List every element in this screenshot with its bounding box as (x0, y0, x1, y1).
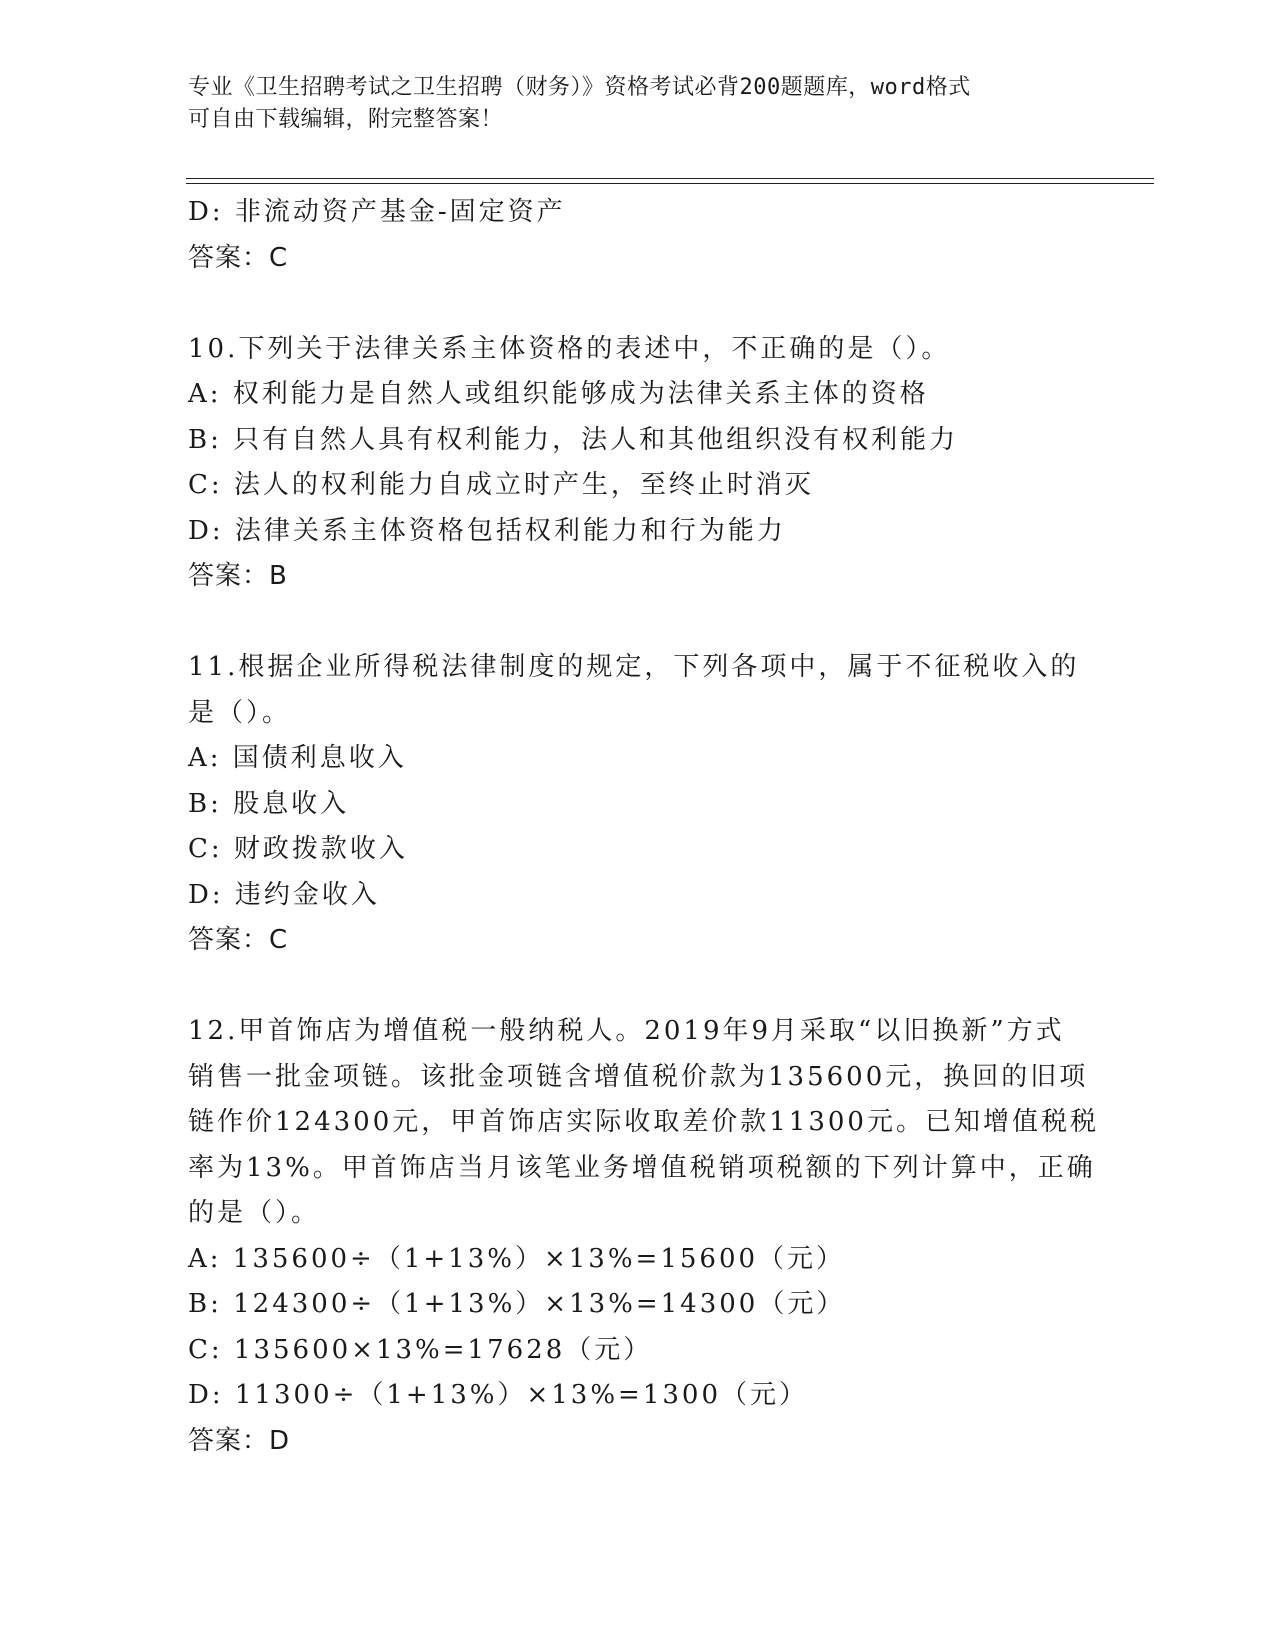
q10-option-b: B: 只有自然人具有权利能力，法人和其他组织没有权利能力 (188, 424, 959, 455)
question-10 (188, 327, 1088, 600)
q11-option-d: D: 违约金收入 (188, 879, 380, 910)
q9-option-d: D: 非流动资产基金-固定资产 (188, 197, 566, 227)
q12-answer: 答案：D (188, 1425, 291, 1456)
q12-option-d: D: 11300÷（1+13%）×13%=1300（元） (188, 1380, 809, 1410)
q12-option-b: B: 124300÷（1+13%）×13%=14300（元） (188, 1289, 846, 1319)
spacer (188, 600, 1088, 646)
spacer (188, 964, 1088, 1010)
q12-option-c: C: 135600×13%=17628（元） (188, 1334, 653, 1365)
q11-option-b: B: 股息收入 (188, 788, 350, 819)
q11-option-a: A: 国债利息收入 (188, 743, 407, 773)
q9-answer: 答案：C (188, 242, 289, 273)
q11-stem-line-2: 是（）。 (188, 697, 292, 728)
q10-option-a: A: 权利能力是自然人或组织能够成为法律关系主体的资格 (188, 379, 929, 409)
q11-stem-line-1: 11.根据企业所得税法律制度的规定，下列各项中，属于不征税收入的 (188, 652, 1080, 682)
header-title-line-1: 专业《卫生招聘考试之卫生招聘（财务）》资格考试必背200题题库，word格式 (188, 75, 971, 100)
question-12 (188, 1009, 1099, 1464)
q10-stem: 10.下列关于法律关系主体资格的表述中，不正确的是（）。 (188, 333, 951, 364)
header-divider-top (186, 178, 1154, 179)
question-11 (188, 645, 1088, 964)
q11-option-c: C: 财政拨款收入 (188, 834, 408, 864)
spacer (188, 281, 1088, 327)
page-header (188, 72, 1088, 136)
header-title-line-2: 可自由下载编辑，附完整答案！ (188, 107, 504, 132)
question-list (188, 190, 1099, 1464)
q12-stem-line-1: 12.甲首饰店为增值税一般纳税人。2019年9月采取“以旧换新”方式 (188, 1016, 1065, 1046)
q12-stem-line-4: 率为13%。甲首饰店当月该笔业务增值税销项税额的下列计算中，正确 (188, 1152, 1096, 1183)
q12-stem-line-5: 的是（）。 (188, 1198, 321, 1228)
q12-stem-line-3: 链作价124300元，甲首饰店实际收取差价款11300元。已知增值税税 (188, 1107, 1099, 1137)
q10-option-d: D: 法律关系主体资格包括权利能力和行为能力 (188, 515, 786, 546)
q12-stem-line-2: 销售一批金项链。该批金项链含增值税价款为135600元，换回的旧项 (188, 1061, 1089, 1092)
q12-option-a: A: 135600÷（1+13%）×13%=15600（元） (188, 1243, 846, 1274)
question-9-tail (188, 190, 1088, 281)
q11-answer: 答案：C (188, 925, 289, 955)
header-divider-bottom (186, 183, 1154, 184)
q10-option-c: C: 法人的权利能力自成立时产生，至终止时消灭 (188, 470, 814, 500)
q10-answer: 答案：B (188, 561, 288, 591)
